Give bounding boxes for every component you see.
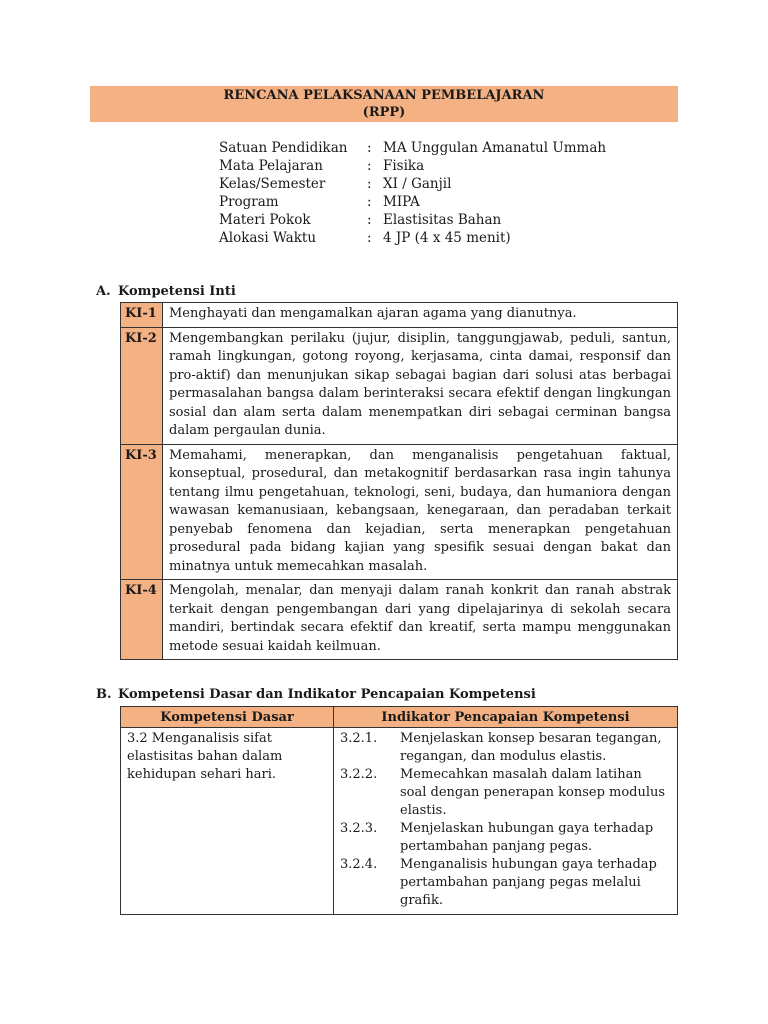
info-row-kelas (219, 175, 606, 193)
table-row (121, 444, 678, 580)
table-row (121, 728, 678, 915)
info-label: Alokasi Waktu (219, 230, 317, 246)
info-value: MIPA (383, 194, 420, 210)
ki-code: KI-1 (121, 303, 163, 328)
info-label: Mata Pelajaran (219, 158, 323, 174)
ki-description: Menghayati dan mengamalkan ajaran agama yang dianutnya. (163, 303, 678, 328)
info-colon: : (367, 176, 372, 192)
section-a-heading (96, 284, 236, 299)
table-row (121, 303, 678, 328)
info-value: XI / Ganjil (383, 176, 452, 192)
indicator-number: 3.2.2. (340, 767, 378, 782)
info-label: Satuan Pendidikan (219, 140, 348, 156)
document-title: RENCANA PELAKSANAAN PEMBELAJARAN (223, 88, 545, 103)
identity-block (219, 139, 606, 247)
info-row-materi (219, 211, 606, 229)
info-value: MA Unggulan Amanatul Ummah (383, 140, 607, 156)
ki-description: Memahami, menerapkan, dan menganalisis pengetahuan faktual, konseptual, prosedural, dan metakognitif berdasarkan rasa ingin tahunya tentang ilmu pengetahuan, teknologi, seni, budaya, dan humaniora dengan wawasan kemanusiaan, kebangsaan, kenegaraan, dan peradaban terkait penyebab fenomena dan kejadian, serta menerapkan pengetahuan prosedural pada bidang kajian yang spesifik sesuai dengan bakat dan minatnya untuk memecahkan masalah. (163, 444, 678, 580)
info-row-program (219, 193, 606, 211)
info-value: 4 JP (4 x 45 menit) (383, 230, 511, 246)
info-colon: : (367, 212, 372, 228)
kompetensi-dasar-table (120, 706, 678, 915)
kompetensi-inti-table (120, 302, 678, 660)
indicator-list (334, 728, 678, 915)
ki-code: KI-3 (121, 444, 163, 580)
ki-code: KI-2 (121, 327, 163, 444)
info-colon: : (367, 194, 372, 210)
indicator-text: Menganalisis hubungan gaya terhadap pertambahan panjang pegas melalui grafik. (400, 857, 657, 908)
section-title: Kompetensi Inti (118, 284, 236, 299)
info-value: Elastisitas Bahan (383, 212, 502, 228)
document-subtitle: (RPP) (362, 105, 406, 120)
info-colon: : (367, 158, 372, 174)
section-title: Kompetensi Dasar dan Indikator Pencapaian Kompetensi (118, 687, 536, 702)
table-row (121, 327, 678, 444)
table-row (121, 580, 678, 660)
indicator-text: Memecahkan masalah dalam latihan soal dengan penerapan konsep modulus elastis. (400, 767, 666, 818)
section-letter: A. (96, 284, 111, 299)
indicator-text: Menjelaskan hubungan gaya terhadap pertambahan panjang pegas. (400, 821, 654, 854)
list-item (340, 856, 671, 910)
info-colon: : (367, 140, 372, 156)
list-item (340, 730, 671, 766)
table-header-row (121, 707, 678, 728)
ki-code: KI-4 (121, 580, 163, 660)
indicator-number: 3.2.4. (340, 857, 378, 872)
ki-description: Mengolah, menalar, dan menyaji dalam ranah konkrit dan ranah abstrak terkait dengan pengembangan dari yang dipelajarinya di sekolah secara mandiri, bertindak secara efektif dan kreatif, serta mampu menggunakan metode sesuai kaidah keilmuan. (163, 580, 678, 660)
info-label: Materi Pokok (219, 212, 311, 228)
info-colon: : (367, 230, 372, 246)
ki-description: Mengembangkan perilaku (jujur, disiplin, tanggungjawab, peduli, santun, ramah lingkungan, gotong royong, kerjasama, cinta damai, responsif dan pro-aktif) dan menunjukan sikap sebagai bagian dari solusi atas berbagai permasalahan bangsa dalam berinteraksi secara efektif dengan lingkungan sosial dan alam serta dalam menempatkan diri sebagai cerminan bangsa dalam pergaulan dunia. (163, 327, 678, 444)
list-item (340, 820, 671, 856)
list-item (340, 766, 671, 820)
info-row-mapel (219, 157, 606, 175)
column-header-indikator: Indikator Pencapaian Kompetensi (334, 707, 678, 728)
info-value: Fisika (383, 158, 425, 174)
document-title-bar (90, 86, 678, 122)
kd-text: 3.2 Menganalisis sifat elastisitas bahan dalam kehidupan sehari hari. (121, 728, 334, 915)
info-row-alokasi (219, 229, 606, 247)
info-label: Program (219, 194, 279, 210)
section-b-heading (96, 687, 536, 702)
info-row-satuan (219, 139, 606, 157)
section-letter: B. (96, 687, 112, 702)
indicator-text: Menjelaskan konsep besaran tegangan, regangan, dan modulus elastis. (400, 731, 662, 764)
indicator-number: 3.2.3. (340, 821, 378, 836)
indicator-number: 3.2.1. (340, 731, 378, 746)
column-header-kd: Kompetensi Dasar (121, 707, 334, 728)
info-label: Kelas/Semester (219, 176, 326, 192)
